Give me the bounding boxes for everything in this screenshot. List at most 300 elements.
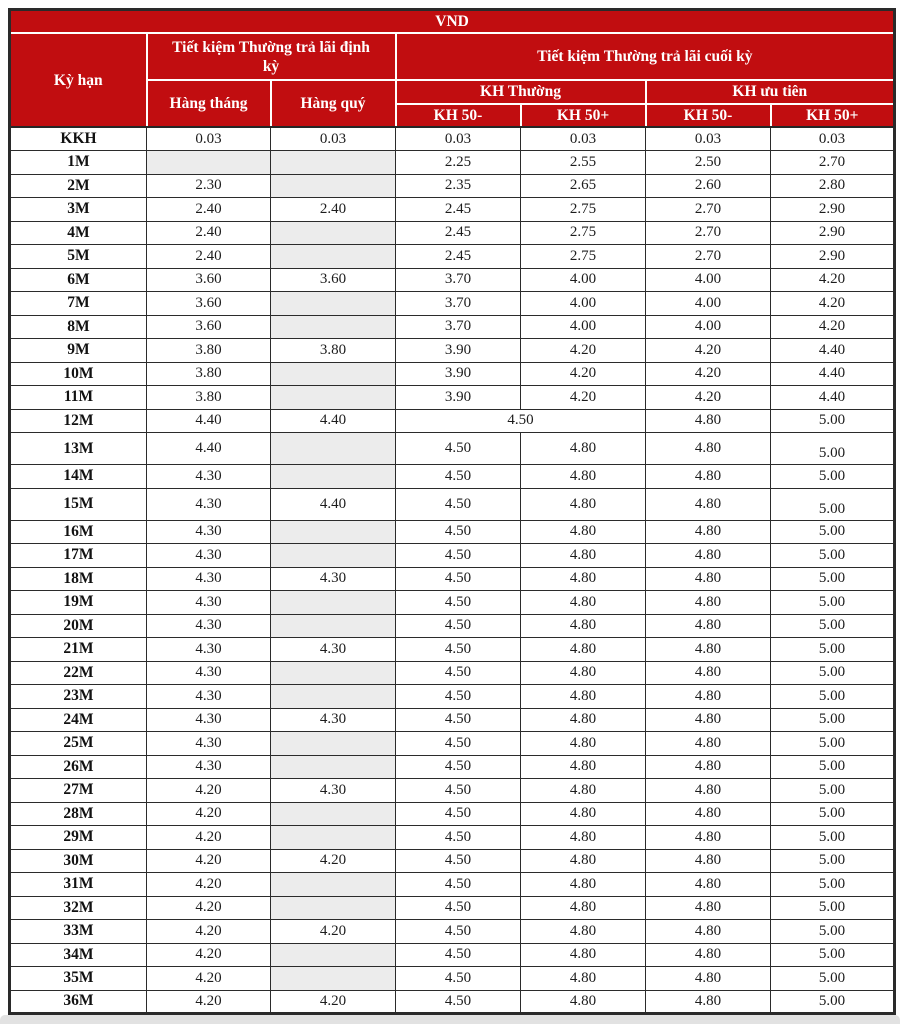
term-cell: 19M bbox=[10, 591, 147, 615]
rate-cell: 4.40 bbox=[771, 339, 895, 363]
rate-cell: 4.80 bbox=[646, 433, 771, 465]
table-row bbox=[10, 386, 895, 410]
rate-cell: 4.50 bbox=[396, 661, 521, 685]
term-cell: 23M bbox=[10, 685, 147, 709]
rate-cell: 0.03 bbox=[396, 127, 521, 151]
table-row bbox=[10, 920, 895, 944]
rate-cell: 4.50 bbox=[396, 732, 521, 756]
term-cell: 9M bbox=[10, 339, 147, 363]
rate-cell: 5.00 bbox=[771, 409, 895, 433]
group-header-periodic-interest: Tiết kiệm Thường trả lãi định kỳ bbox=[147, 33, 396, 80]
rate-cell: 5.00 bbox=[771, 520, 895, 544]
rate-cell: 4.80 bbox=[646, 465, 771, 489]
term-cell: 27M bbox=[10, 779, 147, 803]
table-row bbox=[10, 465, 895, 489]
term-cell: 30M bbox=[10, 849, 147, 873]
rate-cell: 4.00 bbox=[646, 292, 771, 316]
term-cell: 17M bbox=[10, 544, 147, 568]
empty-rate-cell bbox=[271, 591, 396, 615]
rate-cell: 4.30 bbox=[147, 708, 271, 732]
empty-rate-cell bbox=[271, 362, 396, 386]
rate-cell: 4.40 bbox=[771, 386, 895, 410]
table-row bbox=[10, 292, 895, 316]
empty-rate-cell bbox=[271, 943, 396, 967]
empty-rate-cell bbox=[271, 802, 396, 826]
rate-cell: 5.00 bbox=[771, 638, 895, 662]
rate-cell: 4.80 bbox=[646, 967, 771, 991]
table-row bbox=[10, 826, 895, 850]
table-row bbox=[10, 362, 895, 386]
term-cell: 3M bbox=[10, 198, 147, 222]
rate-cell: 4.80 bbox=[646, 567, 771, 591]
rate-cell: 4.80 bbox=[521, 591, 646, 615]
rate-cell: 4.80 bbox=[646, 943, 771, 967]
rate-cell: 0.03 bbox=[646, 127, 771, 151]
rate-cell: 4.50 bbox=[396, 802, 521, 826]
rate-cell: 2.40 bbox=[147, 198, 271, 222]
rate-cell: 4.20 bbox=[147, 873, 271, 897]
rate-cell: 4.80 bbox=[521, 826, 646, 850]
table-row bbox=[10, 779, 895, 803]
empty-rate-cell bbox=[271, 873, 396, 897]
term-cell: 28M bbox=[10, 802, 147, 826]
rate-cell: 3.80 bbox=[147, 339, 271, 363]
rate-cell: 4.80 bbox=[521, 520, 646, 544]
rate-cell: 3.90 bbox=[396, 339, 521, 363]
rate-cell: 3.80 bbox=[147, 386, 271, 410]
rate-cell: 5.00 bbox=[771, 967, 895, 991]
rate-cell: 5.00 bbox=[771, 826, 895, 850]
empty-rate-cell bbox=[271, 685, 396, 709]
rate-cell: 0.03 bbox=[521, 127, 646, 151]
rate-cell: 2.30 bbox=[147, 174, 271, 198]
table-row bbox=[10, 685, 895, 709]
rate-cell: 4.20 bbox=[147, 990, 271, 1014]
rate-cell: 3.60 bbox=[147, 268, 271, 292]
term-cell: 32M bbox=[10, 896, 147, 920]
rate-cell: 5.00 bbox=[771, 465, 895, 489]
term-cell: 13M bbox=[10, 433, 147, 465]
term-cell: 7M bbox=[10, 292, 147, 316]
rate-cell: 4.80 bbox=[646, 755, 771, 779]
rate-cell: 3.70 bbox=[396, 268, 521, 292]
rate-cell: 4.30 bbox=[271, 567, 396, 591]
rate-cell: 2.75 bbox=[521, 198, 646, 222]
rate-cell: 2.70 bbox=[646, 221, 771, 245]
rate-cell: 4.80 bbox=[521, 943, 646, 967]
rate-cell: 4.50 bbox=[396, 755, 521, 779]
rate-cell: 4.80 bbox=[521, 779, 646, 803]
empty-rate-cell bbox=[271, 967, 396, 991]
term-cell: 12M bbox=[10, 409, 147, 433]
rate-cell: 4.20 bbox=[771, 292, 895, 316]
rate-cell: 3.90 bbox=[396, 362, 521, 386]
group-header-end-of-term-interest: Tiết kiệm Thường trả lãi cuối kỳ bbox=[396, 33, 895, 80]
rate-cell: 4.50 bbox=[396, 779, 521, 803]
table-row bbox=[10, 755, 895, 779]
table-row bbox=[10, 433, 895, 465]
rate-cell: 4.40 bbox=[147, 433, 271, 465]
rate-cell: 4.80 bbox=[521, 708, 646, 732]
term-cell: 35M bbox=[10, 967, 147, 991]
rate-cell: 4.80 bbox=[646, 638, 771, 662]
rate-cell: 4.00 bbox=[521, 292, 646, 316]
rate-cell: 4.50 bbox=[396, 873, 521, 897]
rate-cell: 2.35 bbox=[396, 174, 521, 198]
term-cell: 16M bbox=[10, 520, 147, 544]
rate-cell: 4.20 bbox=[147, 920, 271, 944]
rate-cell: 4.20 bbox=[646, 362, 771, 386]
rate-cell: 4.40 bbox=[271, 409, 396, 433]
empty-rate-cell bbox=[271, 544, 396, 568]
priority-kh50-plus-header: KH 50+ bbox=[771, 104, 895, 127]
empty-rate-cell bbox=[271, 151, 396, 175]
rate-cell: 4.80 bbox=[646, 520, 771, 544]
rate-cell: 2.45 bbox=[396, 245, 521, 269]
rate-cell: 3.60 bbox=[271, 268, 396, 292]
rate-cell: 5.00 bbox=[771, 802, 895, 826]
term-cell: 22M bbox=[10, 661, 147, 685]
rate-cell: 4.80 bbox=[646, 685, 771, 709]
term-cell: 36M bbox=[10, 990, 147, 1014]
rate-cell: 4.50 bbox=[396, 409, 646, 433]
rate-cell: 4.20 bbox=[646, 339, 771, 363]
rate-cell: 4.80 bbox=[521, 849, 646, 873]
term-cell: 29M bbox=[10, 826, 147, 850]
rate-cell: 4.20 bbox=[147, 779, 271, 803]
rate-cell: 4.20 bbox=[521, 362, 646, 386]
rate-cell: 4.80 bbox=[646, 661, 771, 685]
term-cell: 1M bbox=[10, 151, 147, 175]
rate-cell: 4.20 bbox=[147, 849, 271, 873]
rate-cell: 4.80 bbox=[646, 920, 771, 944]
rate-cell: 4.20 bbox=[521, 386, 646, 410]
rate-cell: 3.70 bbox=[396, 315, 521, 339]
rate-cell: 4.80 bbox=[646, 873, 771, 897]
table-row bbox=[10, 614, 895, 638]
rate-cell: 4.80 bbox=[521, 732, 646, 756]
rate-cell: 4.80 bbox=[646, 896, 771, 920]
rate-cell: 4.20 bbox=[147, 967, 271, 991]
table-row bbox=[10, 409, 895, 433]
term-cell: 11M bbox=[10, 386, 147, 410]
empty-rate-cell bbox=[271, 433, 396, 465]
rate-cell: 4.20 bbox=[521, 339, 646, 363]
rate-cell: 4.80 bbox=[521, 567, 646, 591]
rate-cell: 4.50 bbox=[396, 520, 521, 544]
empty-rate-cell bbox=[271, 174, 396, 198]
rate-cell: 4.30 bbox=[147, 638, 271, 662]
rate-cell: 2.25 bbox=[396, 151, 521, 175]
rate-cell: 4.20 bbox=[147, 802, 271, 826]
term-cell: 6M bbox=[10, 268, 147, 292]
rate-cell: 4.50 bbox=[396, 614, 521, 638]
rate-cell: 5.00 bbox=[771, 920, 895, 944]
rate-cell: 4.30 bbox=[271, 708, 396, 732]
rate-cell: 2.40 bbox=[147, 245, 271, 269]
term-cell: 5M bbox=[10, 245, 147, 269]
customer-regular-header: KH Thường bbox=[396, 80, 646, 103]
rate-cell: 2.90 bbox=[771, 245, 895, 269]
rate-cell: 3.80 bbox=[147, 362, 271, 386]
rate-cell: 4.50 bbox=[396, 990, 521, 1014]
table-row bbox=[10, 873, 895, 897]
rate-cell: 4.80 bbox=[521, 488, 646, 520]
table-row bbox=[10, 591, 895, 615]
rate-cell: 4.50 bbox=[396, 685, 521, 709]
term-cell: 4M bbox=[10, 221, 147, 245]
term-cell: KKH bbox=[10, 127, 147, 151]
rate-cell: 2.40 bbox=[271, 198, 396, 222]
rate-cell: 4.50 bbox=[396, 433, 521, 465]
table-row bbox=[10, 732, 895, 756]
rate-cell: 4.20 bbox=[147, 826, 271, 850]
empty-rate-cell bbox=[271, 315, 396, 339]
bottom-bar bbox=[0, 1015, 900, 1024]
rate-cell: 5.00 bbox=[771, 488, 895, 520]
rate-cell: 4.80 bbox=[521, 614, 646, 638]
rate-cell: 2.65 bbox=[521, 174, 646, 198]
rate-cell: 4.50 bbox=[396, 567, 521, 591]
rate-cell: 5.00 bbox=[771, 591, 895, 615]
rate-cell: 4.50 bbox=[396, 544, 521, 568]
table-row bbox=[10, 896, 895, 920]
rate-cell: 4.30 bbox=[147, 732, 271, 756]
empty-rate-cell bbox=[271, 614, 396, 638]
rate-cell: 4.20 bbox=[771, 315, 895, 339]
rate-cell: 4.50 bbox=[396, 638, 521, 662]
table-row bbox=[10, 488, 895, 520]
table-row bbox=[10, 802, 895, 826]
rate-cell: 2.70 bbox=[646, 198, 771, 222]
table-row bbox=[10, 198, 895, 222]
empty-rate-cell bbox=[271, 386, 396, 410]
term-cell: 31M bbox=[10, 873, 147, 897]
table-row bbox=[10, 268, 895, 292]
table-body bbox=[10, 127, 895, 1014]
rate-cell: 4.80 bbox=[521, 990, 646, 1014]
rate-cell: 3.60 bbox=[147, 292, 271, 316]
rate-cell: 4.00 bbox=[521, 268, 646, 292]
rate-cell: 5.00 bbox=[771, 544, 895, 568]
table-row bbox=[10, 174, 895, 198]
rate-cell: 5.00 bbox=[771, 873, 895, 897]
rate-cell: 4.00 bbox=[646, 268, 771, 292]
rate-cell: 2.40 bbox=[147, 221, 271, 245]
regular-kh50-minus-header: KH 50- bbox=[396, 104, 521, 127]
rate-cell: 4.80 bbox=[521, 920, 646, 944]
term-cell: 18M bbox=[10, 567, 147, 591]
interest-rates-table bbox=[8, 8, 896, 1015]
rate-cell: 5.00 bbox=[771, 708, 895, 732]
rate-cell: 4.30 bbox=[147, 567, 271, 591]
rate-cell: 4.80 bbox=[646, 802, 771, 826]
term-cell: 21M bbox=[10, 638, 147, 662]
rate-cell: 5.00 bbox=[771, 732, 895, 756]
customer-priority-header: KH ưu tiên bbox=[646, 80, 895, 103]
empty-rate-cell bbox=[271, 520, 396, 544]
empty-rate-cell bbox=[271, 755, 396, 779]
rate-cell: 5.00 bbox=[771, 685, 895, 709]
table-row bbox=[10, 315, 895, 339]
rate-cell: 4.30 bbox=[147, 465, 271, 489]
rate-cell: 4.80 bbox=[646, 708, 771, 732]
rate-cell: 4.20 bbox=[271, 849, 396, 873]
rate-cell: 4.80 bbox=[521, 544, 646, 568]
rate-cell: 4.80 bbox=[521, 802, 646, 826]
rate-cell: 2.80 bbox=[771, 174, 895, 198]
rate-cell: 4.30 bbox=[147, 488, 271, 520]
rate-cell: 4.00 bbox=[646, 315, 771, 339]
rate-cell: 4.80 bbox=[646, 779, 771, 803]
table-row bbox=[10, 849, 895, 873]
rate-cell: 5.00 bbox=[771, 990, 895, 1014]
empty-rate-cell bbox=[271, 221, 396, 245]
table-row bbox=[10, 127, 895, 151]
table-row bbox=[10, 520, 895, 544]
rate-cell: 4.50 bbox=[396, 849, 521, 873]
rate-cell: 4.20 bbox=[147, 896, 271, 920]
rate-cell: 2.75 bbox=[521, 245, 646, 269]
term-cell: 24M bbox=[10, 708, 147, 732]
rate-cell: 4.00 bbox=[521, 315, 646, 339]
rate-cell: 4.50 bbox=[396, 708, 521, 732]
term-cell: 8M bbox=[10, 315, 147, 339]
rate-cell: 4.50 bbox=[396, 465, 521, 489]
rate-cell: 4.50 bbox=[396, 826, 521, 850]
rate-cell: 4.20 bbox=[271, 990, 396, 1014]
rate-cell: 4.80 bbox=[521, 465, 646, 489]
table-row bbox=[10, 967, 895, 991]
rate-cell: 4.50 bbox=[396, 967, 521, 991]
rate-cell: 4.20 bbox=[147, 943, 271, 967]
rate-cell: 4.80 bbox=[521, 638, 646, 662]
rate-cell: 4.30 bbox=[147, 591, 271, 615]
rate-cell: 4.80 bbox=[646, 409, 771, 433]
rate-cell: 5.00 bbox=[771, 433, 895, 465]
empty-rate-cell bbox=[271, 292, 396, 316]
rate-cell: 4.80 bbox=[646, 732, 771, 756]
rate-cell: 2.45 bbox=[396, 198, 521, 222]
rate-cell: 5.00 bbox=[771, 614, 895, 638]
rate-cell: 4.80 bbox=[521, 685, 646, 709]
rate-cell: 4.80 bbox=[646, 488, 771, 520]
rate-cell: 0.03 bbox=[147, 127, 271, 151]
term-cell: 2M bbox=[10, 174, 147, 198]
rate-cell: 2.70 bbox=[771, 151, 895, 175]
rate-cell: 2.90 bbox=[771, 221, 895, 245]
term-cell: 25M bbox=[10, 732, 147, 756]
quarterly-column-header: Hàng quý bbox=[271, 80, 396, 127]
rate-cell: 4.30 bbox=[271, 638, 396, 662]
rate-cell: 4.20 bbox=[271, 920, 396, 944]
rate-cell: 4.80 bbox=[521, 661, 646, 685]
term-cell: 26M bbox=[10, 755, 147, 779]
rate-cell: 5.00 bbox=[771, 849, 895, 873]
rate-cell: 4.80 bbox=[646, 990, 771, 1014]
rate-cell: 4.80 bbox=[646, 544, 771, 568]
table-row bbox=[10, 245, 895, 269]
table-row bbox=[10, 544, 895, 568]
rate-cell: 5.00 bbox=[771, 943, 895, 967]
term-cell: 10M bbox=[10, 362, 147, 386]
empty-rate-cell bbox=[271, 826, 396, 850]
rate-cell: 3.80 bbox=[271, 339, 396, 363]
rate-cell: 4.50 bbox=[396, 943, 521, 967]
table-row bbox=[10, 638, 895, 662]
rate-cell: 3.70 bbox=[396, 292, 521, 316]
rate-cell: 4.20 bbox=[771, 268, 895, 292]
rate-cell: 5.00 bbox=[771, 896, 895, 920]
term-cell: 20M bbox=[10, 614, 147, 638]
rate-cell: 2.75 bbox=[521, 221, 646, 245]
rate-cell: 2.70 bbox=[646, 245, 771, 269]
empty-rate-cell bbox=[271, 465, 396, 489]
rate-cell: 4.30 bbox=[147, 685, 271, 709]
term-cell: 15M bbox=[10, 488, 147, 520]
table-row bbox=[10, 567, 895, 591]
rate-cell: 5.00 bbox=[771, 779, 895, 803]
regular-kh50-plus-header: KH 50+ bbox=[521, 104, 646, 127]
rate-cell: 2.45 bbox=[396, 221, 521, 245]
empty-rate-cell bbox=[271, 732, 396, 756]
table-row bbox=[10, 943, 895, 967]
priority-kh50-minus-header: KH 50- bbox=[646, 104, 771, 127]
table-row bbox=[10, 151, 895, 175]
rate-cell: 0.03 bbox=[771, 127, 895, 151]
rate-cell: 4.30 bbox=[147, 544, 271, 568]
rate-cell: 4.80 bbox=[521, 433, 646, 465]
table-row bbox=[10, 661, 895, 685]
empty-rate-cell bbox=[271, 896, 396, 920]
rate-cell: 4.80 bbox=[646, 826, 771, 850]
term-cell: 14M bbox=[10, 465, 147, 489]
rate-cell: 4.50 bbox=[396, 920, 521, 944]
term-cell: 34M bbox=[10, 943, 147, 967]
rate-cell: 4.30 bbox=[147, 755, 271, 779]
monthly-column-header: Hàng tháng bbox=[147, 80, 271, 127]
rate-cell: 4.30 bbox=[147, 614, 271, 638]
rate-cell: 5.00 bbox=[771, 567, 895, 591]
rate-cell: 3.60 bbox=[147, 315, 271, 339]
rate-cell: 4.50 bbox=[396, 896, 521, 920]
rate-cell: 5.00 bbox=[771, 755, 895, 779]
table-row bbox=[10, 221, 895, 245]
rate-cell: 4.80 bbox=[521, 873, 646, 897]
rate-cell: 4.40 bbox=[271, 488, 396, 520]
rate-cell: 2.55 bbox=[521, 151, 646, 175]
rate-cell: 4.50 bbox=[396, 488, 521, 520]
rate-cell: 4.30 bbox=[147, 520, 271, 544]
rate-cell: 4.40 bbox=[771, 362, 895, 386]
table-row bbox=[10, 990, 895, 1014]
table-row bbox=[10, 339, 895, 363]
rate-cell: 4.80 bbox=[646, 849, 771, 873]
empty-rate-cell bbox=[271, 661, 396, 685]
rate-cell: 5.00 bbox=[771, 661, 895, 685]
rate-cell: 2.50 bbox=[646, 151, 771, 175]
rate-cell: 4.20 bbox=[646, 386, 771, 410]
rate-cell: 4.80 bbox=[521, 755, 646, 779]
rate-cell: 2.60 bbox=[646, 174, 771, 198]
rate-cell: 4.80 bbox=[521, 896, 646, 920]
rate-cell: 4.40 bbox=[147, 409, 271, 433]
rate-cell: 4.80 bbox=[646, 591, 771, 615]
rate-cell: 4.30 bbox=[271, 779, 396, 803]
rate-cell: 2.90 bbox=[771, 198, 895, 222]
rate-cell: 4.30 bbox=[147, 661, 271, 685]
empty-rate-cell bbox=[147, 151, 271, 175]
